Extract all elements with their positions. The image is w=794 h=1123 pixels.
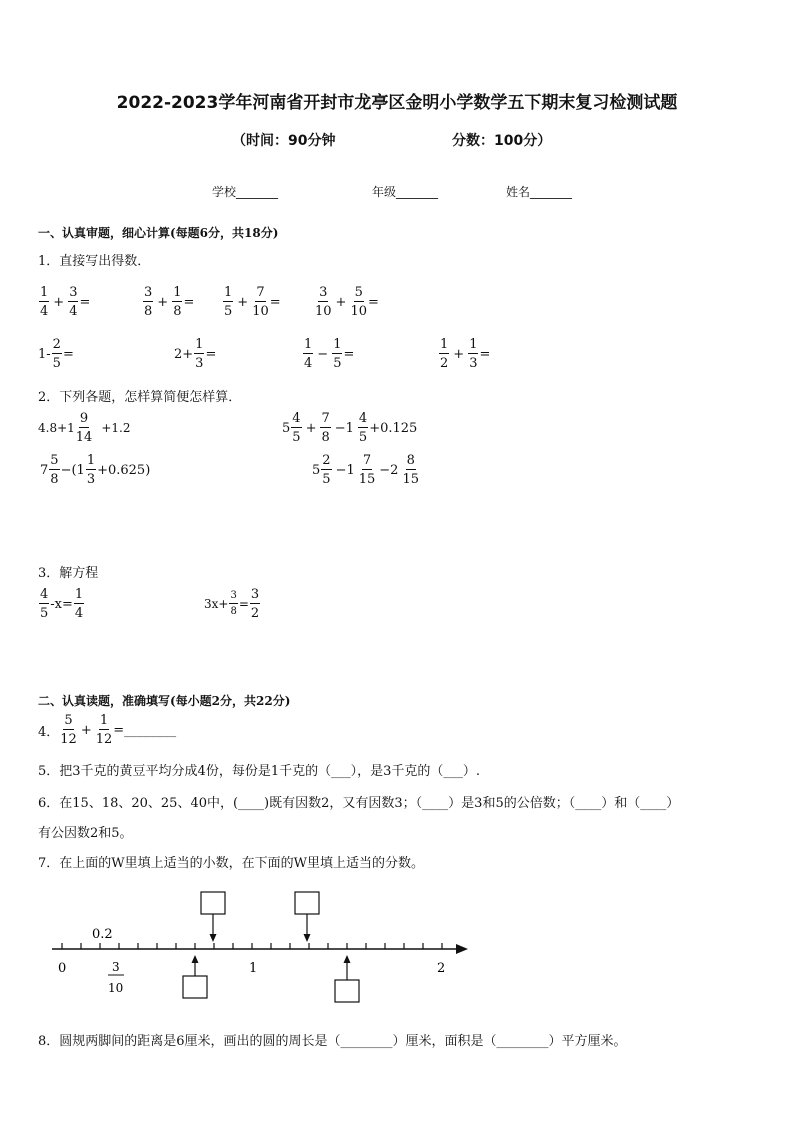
label-frac-num: 3 <box>112 960 120 974</box>
q2-expr2: 5 $\frac{4}{5}$ + $\frac{7}{8}$ −1 $\frac{4}{5}$ +0.125 <box>282 411 418 445</box>
q2-expr1: 4.8+1 $\frac{9}{14}$ +1.2 <box>38 411 131 445</box>
q1-row1-expr4: $\frac{3}{10}$ + $\frac{5}{10}$ = <box>315 285 379 319</box>
section2-heading: 二、认真读题，准确填写(每小题2分，共22分) <box>38 694 291 708</box>
q7-text: 7．在上面的W里填上适当的小数，在下面的W里填上适当的分数。 <box>38 856 424 871</box>
q1-row2-expr4: $\frac{1}{2}$ + $\frac{1}{3}$ = <box>440 337 491 371</box>
q3-equation2: 3x+ $\frac{3}{8}$ = $\frac{3}{2}$ <box>204 587 260 621</box>
label-1: 1 <box>249 961 258 976</box>
q1-label: 1．直接写出得数． <box>38 254 151 269</box>
arrow-up-icon <box>344 955 351 963</box>
arrow-down-icon <box>304 934 311 942</box>
tick-marks <box>62 943 442 949</box>
q2-expr3: 7 $\frac{5}{8}$ −(1 $\frac{1}{3}$ +0.625) <box>40 453 151 487</box>
answer-box-bottom-2 <box>335 980 359 1002</box>
exam-score: 分数：100分） <box>452 133 552 149</box>
q6-text-line2: 有公因数2和5。 <box>38 826 133 841</box>
label-frac-den: 10 <box>108 981 124 995</box>
arrow-up-icon <box>192 955 199 963</box>
q4-expr: 4． $\frac{5}{12}$ + $\frac{1}{12}$ =________ <box>38 713 177 747</box>
q1-row1-expr2: $\frac{3}{8}$ + $\frac{1}{8}$ = <box>144 285 195 319</box>
label-0: 0 <box>58 961 67 976</box>
answer-box-top-2 <box>295 892 319 914</box>
q2-label: 2．下列各题，怎样算简便怎样算． <box>38 390 242 405</box>
q8-text: 8．圆规两脚间的距离是6厘米，画出的圆的周长是（________）厘米，面积是（________）平方厘米。 <box>38 1034 627 1049</box>
answer-box-top-1 <box>201 892 225 914</box>
q1-row2-expr2: 2+ $\frac{1}{3}$ = <box>174 337 217 371</box>
q1-row2-expr3: $\frac{1}{4}$ − $\frac{1}{5}$ = <box>304 337 355 371</box>
q1-row2-expr1: 1- $\frac{2}{5}$ = <box>38 337 74 371</box>
page-title: 2022-2023学年河南省开封市龙亭区金明小学数学五下期末复习检测试题 <box>116 93 678 113</box>
number-line-figure <box>40 880 480 1010</box>
q6-text-line1: 6．在15、18、20、25、40中，(____)既有因数2，又有因数3；（____）是3和5的公倍数；（____）和（____） <box>38 796 680 811</box>
q1-row1-expr1: $\frac{1}{4}$ + $\frac{3}{4}$ = <box>40 285 91 319</box>
q5-text: 5．把3千克的黄豆平均分成4份，每份是1千克的（___），是3千克的（___）. <box>38 764 480 779</box>
arrow-head-icon <box>456 944 468 954</box>
q3-equation1: $\frac{4}{5}$ -x= $\frac{1}{4}$ <box>40 587 84 621</box>
school-field: 学校_______ <box>212 185 279 199</box>
q3-label: 3．解方程 <box>38 566 99 581</box>
section1-heading: 一、认真审题，细心计算(每题6分，共18分) <box>38 226 279 240</box>
name-field: 姓名_______ <box>506 185 573 199</box>
arrow-down-icon <box>210 934 217 942</box>
label-0.2: 0.2 <box>92 927 113 942</box>
exam-time: （时间：90分钟 <box>232 133 336 149</box>
answer-box-bottom-1 <box>183 976 207 998</box>
q1-row1-expr3: $\frac{1}{5}$ + $\frac{7}{10}$ = <box>224 285 281 319</box>
grade-field: 年级_______ <box>372 185 439 199</box>
label-2: 2 <box>437 961 446 976</box>
q2-expr4: 5 $\frac{2}{5}$ −1 $\frac{7}{15}$ −2 $\frac{8}{15}$ <box>312 453 419 487</box>
